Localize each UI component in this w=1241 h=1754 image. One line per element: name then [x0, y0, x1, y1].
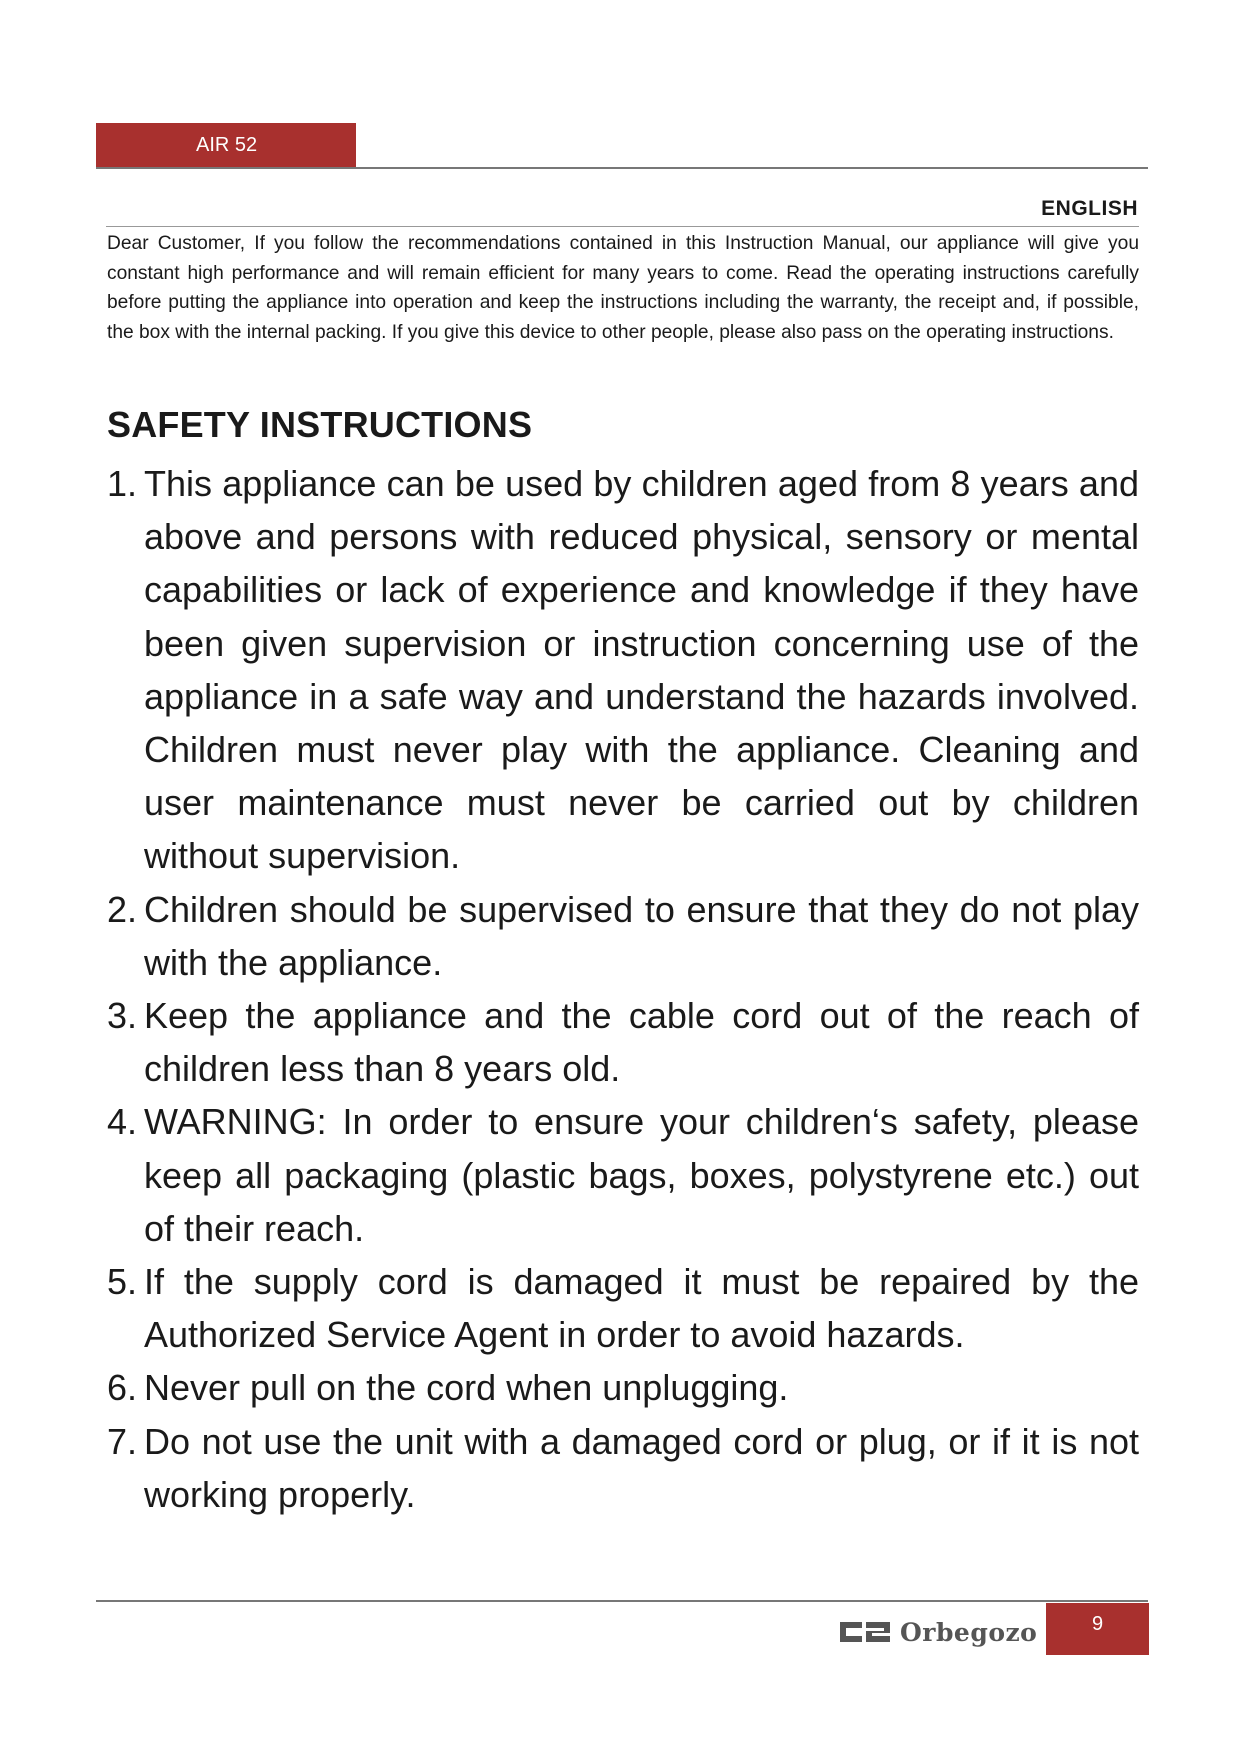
item-text: If the supply cord is damaged it must be repaired by the Authorized Service Agent in order to avoid hazards.: [144, 1261, 1139, 1356]
brand-logo: [840, 1612, 1037, 1652]
page-number: 9: [1046, 1603, 1149, 1655]
intro-paragraph: Dear Customer, If you follow the recommendations contained in this Instruction Manual, our appliance will give you constant high performance and will remain efficient for many years to come. Read the operating instructions carefully before putting the appliance into operation and keep the instructions including the warranty, the receipt and, if possible, the box with the internal packing. If you give this device to other people, please also pass on the operating instructions.: [107, 233, 1139, 343]
language-divider: [106, 226, 1139, 227]
list-item: [107, 1361, 1139, 1414]
list-item: [107, 1415, 1139, 1521]
item-number: 6.: [107, 1367, 138, 1409]
item-number: 7.: [107, 1420, 138, 1462]
list-item: [107, 883, 1139, 989]
safety-list: [107, 457, 1139, 1521]
item-text: Keep the appliance and the cable cord out of the reach of children less than 8 years old.: [144, 995, 1139, 1090]
item-text: WARNING: In order to ensure your children‘s safety, please keep all packaging (plastic bags, boxes, polystyrene etc.) out of their reach.: [144, 1101, 1139, 1249]
item-text: Children should be supervised to ensure that they do not play with the appliance.: [144, 888, 1139, 983]
list-item: [107, 1255, 1139, 1361]
item-text: This appliance can be used by children aged from 8 years and above and persons with reduced physical, sensory or mental capabilities or lack of experience and knowledge if they have been given supervision or instruction concerning use of the appliance in a safe way and understand the hazards involved. Children must never play with the appliance. Cleaning and user maintenance must never be carried out by children without supervision.: [144, 463, 1139, 877]
item-number: 5.: [107, 1261, 138, 1303]
item-number: 3.: [107, 995, 138, 1037]
list-item: [107, 457, 1139, 883]
header-divider: [96, 167, 1148, 169]
item-number: 4.: [107, 1101, 138, 1143]
list-item: [107, 989, 1139, 1095]
brand-mark-icon: [840, 1620, 890, 1644]
item-text: Never pull on the cord when unplugging.: [144, 1367, 789, 1409]
footer-divider: [96, 1600, 1148, 1602]
item-text: Do not use the unit with a damaged cord or plug, or if it is not working properly.: [144, 1420, 1139, 1515]
brand-name: Orbegozo: [900, 1617, 1038, 1647]
language-label: ENGLISH: [1041, 197, 1138, 220]
item-number: 1.: [107, 463, 138, 504]
item-number: 2.: [107, 888, 138, 930]
section-title: SAFETY INSTRUCTIONS: [107, 404, 533, 445]
list-item: [107, 1095, 1139, 1255]
model-label: AIR 52: [196, 134, 258, 156]
model-tab: [96, 123, 356, 167]
